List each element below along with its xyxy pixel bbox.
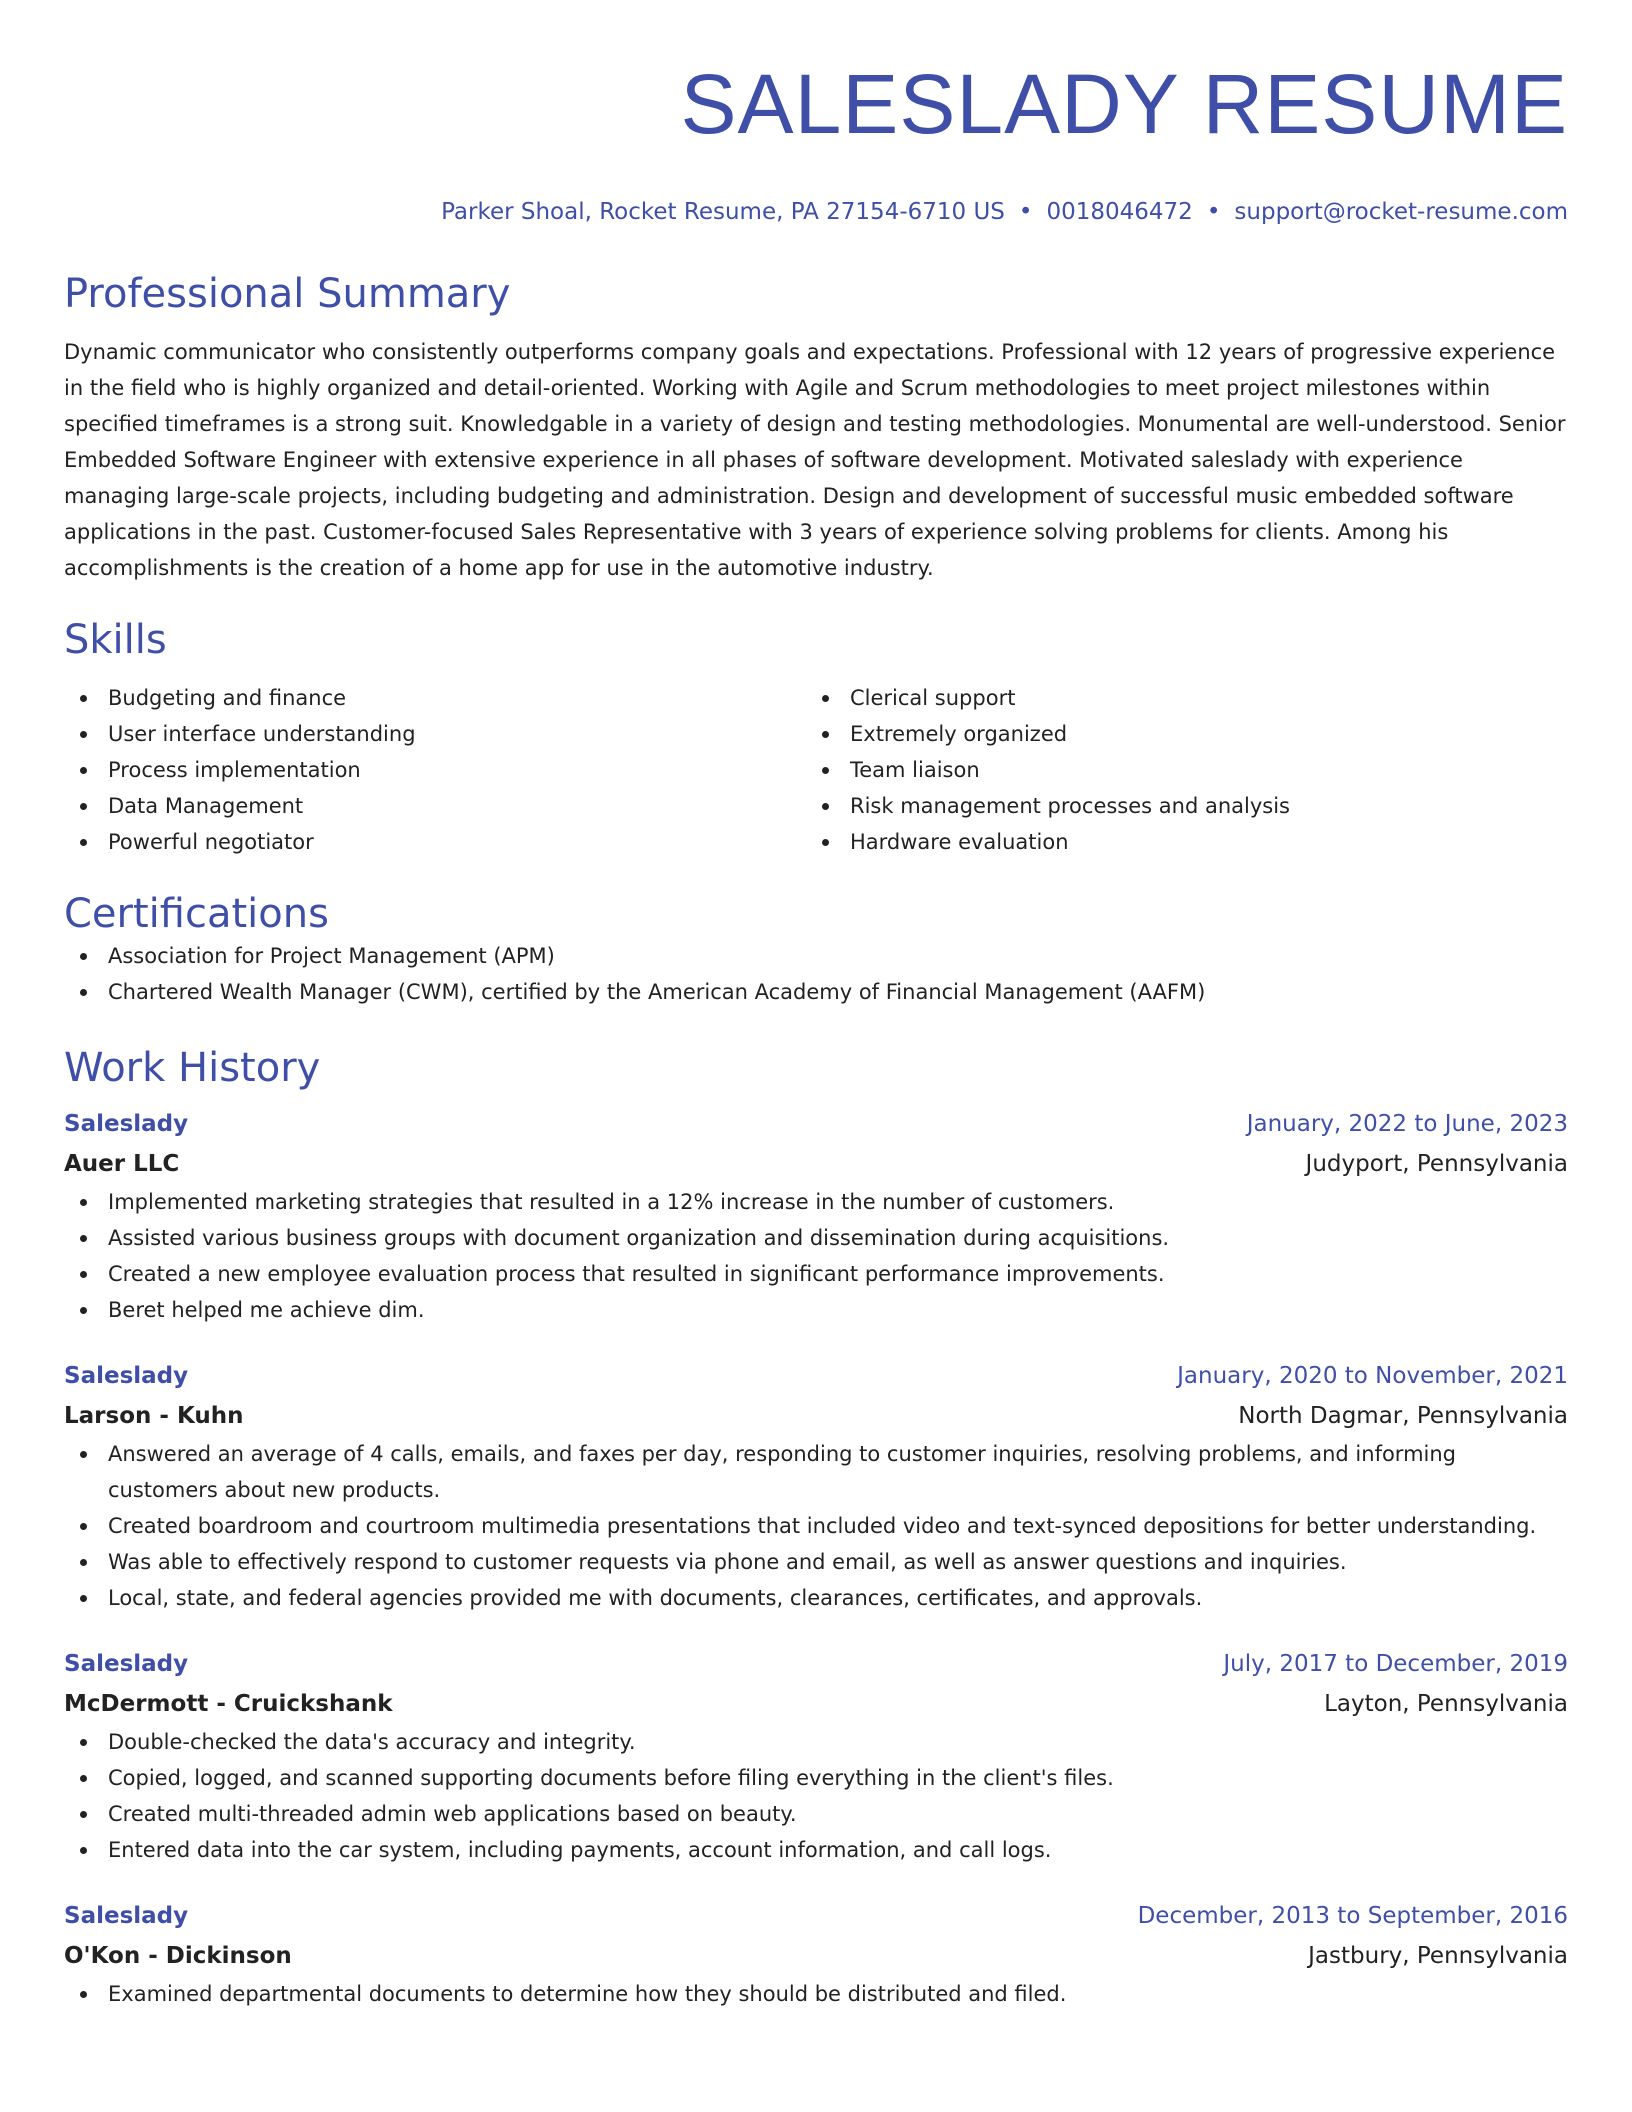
- job-bullets: [64, 1436, 1568, 1616]
- contact-phone: 0018046472: [1046, 199, 1193, 225]
- job-bullets: [64, 1184, 1568, 1328]
- skills-list: [64, 680, 1568, 860]
- job-bullets: [64, 1724, 1568, 1868]
- skill-item: Team liaison: [806, 752, 1548, 788]
- job-bullet: Was able to effectively respond to customer requests via phone and email, as well as answer questions and inquiries.: [64, 1544, 1568, 1580]
- certifications-heading: Certifications: [64, 891, 329, 937]
- job-location: North Dagmar, Pennsylvania: [1238, 1403, 1568, 1429]
- job-entry: [64, 1644, 1568, 1868]
- job-location: Layton, Pennsylvania: [1324, 1691, 1568, 1717]
- skill-item: Hardware evaluation: [806, 824, 1548, 860]
- job-bullet: Beret helped me achieve dim.: [64, 1292, 1568, 1328]
- job-location: Jastbury, Pennsylvania: [1308, 1943, 1568, 1969]
- skill-item: Budgeting and finance: [64, 680, 806, 716]
- job-dates: January, 2022 to June, 2023: [1246, 1111, 1568, 1137]
- skill-item: Powerful negotiator: [64, 824, 806, 860]
- contact-email[interactable]: support@rocket-resume.com: [1234, 199, 1568, 225]
- job-bullet: Created a new employee evaluation process that resulted in significant performance improvements.: [64, 1256, 1568, 1292]
- job-bullet: Assisted various business groups with document organization and dissemination during acquisitions.: [64, 1220, 1568, 1256]
- contact-separator: •: [1206, 199, 1221, 225]
- skill-item: Extremely organized: [806, 716, 1548, 752]
- skill-item: Clerical support: [806, 680, 1548, 716]
- skill-item: Data Management: [64, 788, 806, 824]
- certifications-list: [64, 938, 1568, 1010]
- job-bullet: Implemented marketing strategies that resulted in a 12% increase in the number of customers.: [64, 1184, 1568, 1220]
- job-company: McDermott - Cruickshank: [64, 1691, 393, 1717]
- job-bullet: Answered an average of 4 calls, emails, and faxes per day, responding to customer inquiries, resolving problems, and informing customers about new products.: [64, 1436, 1568, 1508]
- job-bullet: Double-checked the data's accuracy and integrity.: [64, 1724, 1568, 1760]
- resume-title: SALESLADY RESUME: [680, 57, 1568, 151]
- job-entry: [64, 1896, 1568, 2012]
- job-bullet: Examined departmental documents to determine how they should be distributed and filed.: [64, 1976, 1568, 2012]
- contact-address: Parker Shoal, Rocket Resume, PA 27154-6710 US: [441, 199, 1005, 225]
- job-bullet: Created multi-threaded admin web applications based on beauty.: [64, 1796, 1568, 1832]
- contact-line: [64, 196, 1568, 228]
- job-role: Saleslady: [64, 1651, 189, 1677]
- skills-column-left: [64, 680, 806, 860]
- job-role: Saleslady: [64, 1903, 189, 1929]
- work-history-heading: Work History: [64, 1045, 321, 1091]
- skill-item: Process implementation: [64, 752, 806, 788]
- resume-header: [64, 0, 1568, 228]
- job-entry: [64, 1104, 1568, 1328]
- job-dates: December, 2013 to September, 2016: [1137, 1903, 1568, 1929]
- job-bullet: Created boardroom and courtroom multimedia presentations that included video and text-synced depositions for better understanding.: [64, 1508, 1568, 1544]
- summary-heading: Professional Summary: [64, 271, 511, 317]
- certification-item: Chartered Wealth Manager (CWM), certified by the American Academy of Financial Management (AAFM): [64, 974, 1568, 1010]
- job-company: Auer LLC: [64, 1151, 180, 1177]
- job-bullet: Copied, logged, and scanned supporting documents before filing everything in the client's files.: [64, 1760, 1568, 1796]
- skill-item: Risk management processes and analysis: [806, 788, 1548, 824]
- job-company: Larson - Kuhn: [64, 1403, 244, 1429]
- job-bullet: Local, state, and federal agencies provided me with documents, clearances, certificates, and approvals.: [64, 1580, 1568, 1616]
- skill-item: User interface understanding: [64, 716, 806, 752]
- job-entry: [64, 1356, 1568, 1616]
- job-role: Saleslady: [64, 1363, 189, 1389]
- job-bullet: Entered data into the car system, including payments, account information, and call logs.: [64, 1832, 1568, 1868]
- job-dates: January, 2020 to November, 2021: [1177, 1363, 1568, 1389]
- skills-column-right: [806, 680, 1548, 860]
- job-dates: July, 2017 to December, 2019: [1223, 1651, 1568, 1677]
- contact-separator: •: [1018, 199, 1033, 225]
- summary-text: Dynamic communicator who consistently outperforms company goals and expectations. Professional with 12 years of progressive experience in the field who is highly organized and detail-oriented. Working with Agile and Scrum methodologies to meet project milestones within specified timeframes is a strong suit. Knowledgable in a variety of design and testing methodologies. Monumental are well-understood. Senior Embedded Software Engineer with extensive experience in all phases of software development. Motivated saleslady with experience managing large-scale projects, including budgeting and administration. Design and development of successful music embedded software applications in the past. Customer-focused Sales Representative with 3 years of experience solving problems for clients. Among his accomplishments is the creation of a home app for use in the automotive industry.: [64, 340, 1566, 580]
- certification-item: Association for Project Management (APM): [64, 938, 1568, 974]
- job-bullets: [64, 1976, 1568, 2012]
- job-company: O'Kon - Dickinson: [64, 1943, 292, 1969]
- job-location: Judyport, Pennsylvania: [1305, 1151, 1568, 1177]
- skills-heading: Skills: [64, 617, 167, 663]
- job-role: Saleslady: [64, 1111, 189, 1137]
